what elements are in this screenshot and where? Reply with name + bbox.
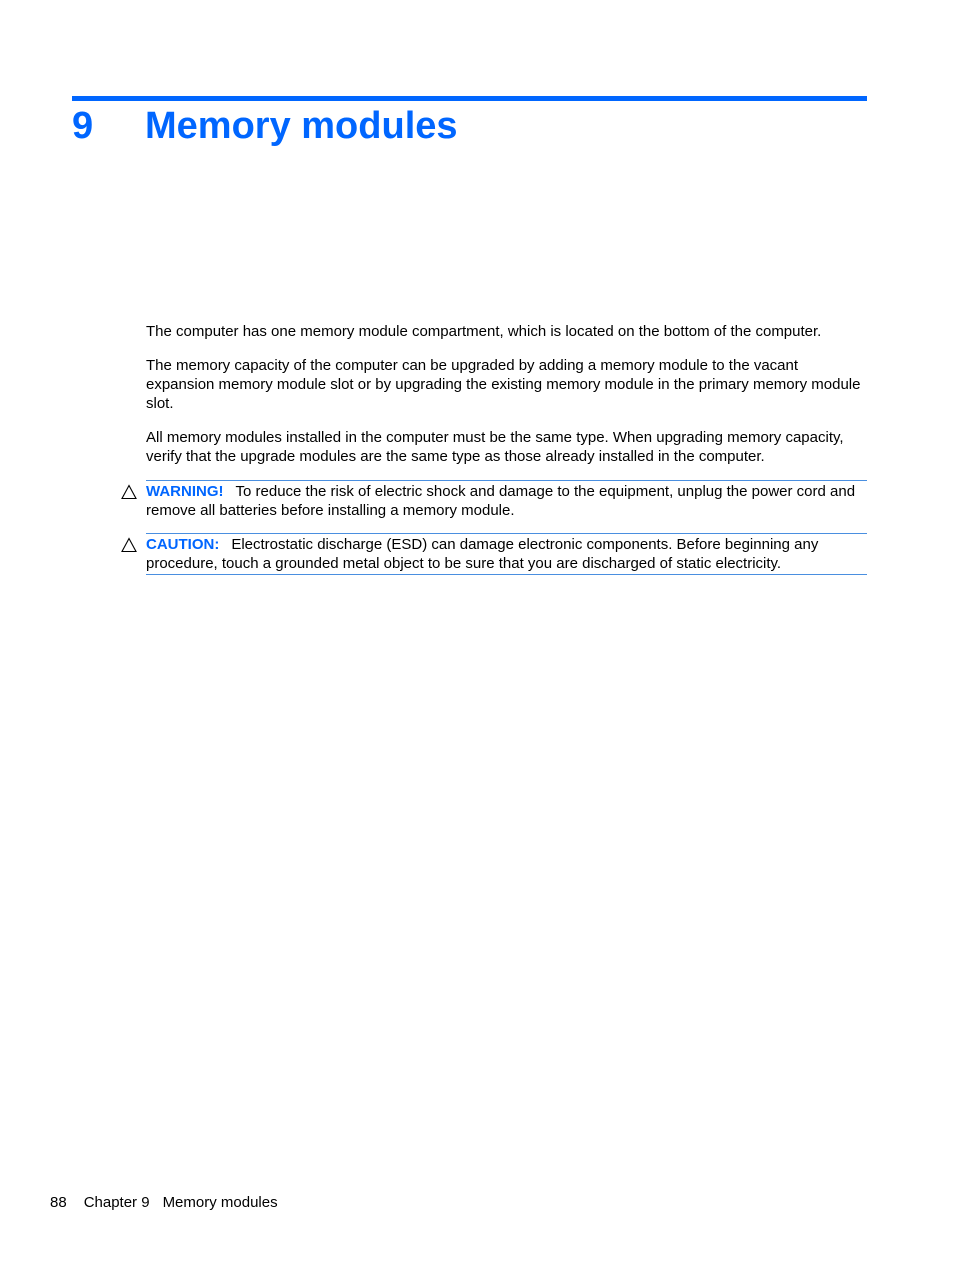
warning-label: WARNING! [146,483,224,500]
warning-notice [146,480,867,520]
caution-label: CAUTION: [146,536,220,553]
caution-triangle-icon [121,484,137,500]
chapter-title: Memory modules [145,105,458,147]
warning-text: To reduce the risk of electric shock and damage to the equipment, unplug the power cord and remove all batteries before installing a memory module. [146,483,856,519]
footer-chapter-title: Memory modules [162,1194,278,1211]
paragraph-same-type: All memory modules installed in the computer must be the same type. When upgrading memory capacity, verify that the upgrade modules are the same type as those already installed in the computer. [146,429,844,465]
paragraph-capacity: The memory capacity of the computer can be upgraded by adding a memory module to the vacant expansion memory module slot or by upgrading the existing memory module in the primary memory module slot. [146,357,861,412]
chapter-number: 9 [72,105,94,147]
page-footer [50,1193,278,1212]
page-number: 88 [50,1194,67,1211]
caution-triangle-icon [121,537,137,553]
paragraph-compartment: The computer has one memory module compartment, which is located on the bottom of the computer. [146,323,822,340]
caution-text: Electrostatic discharge (ESD) can damage electronic components. Before beginning any procedure, touch a grounded metal object to be sure that you are discharged of static electricity. [146,536,819,572]
footer-chapter-label: Chapter 9 [83,1194,150,1211]
caution-notice [146,533,867,575]
